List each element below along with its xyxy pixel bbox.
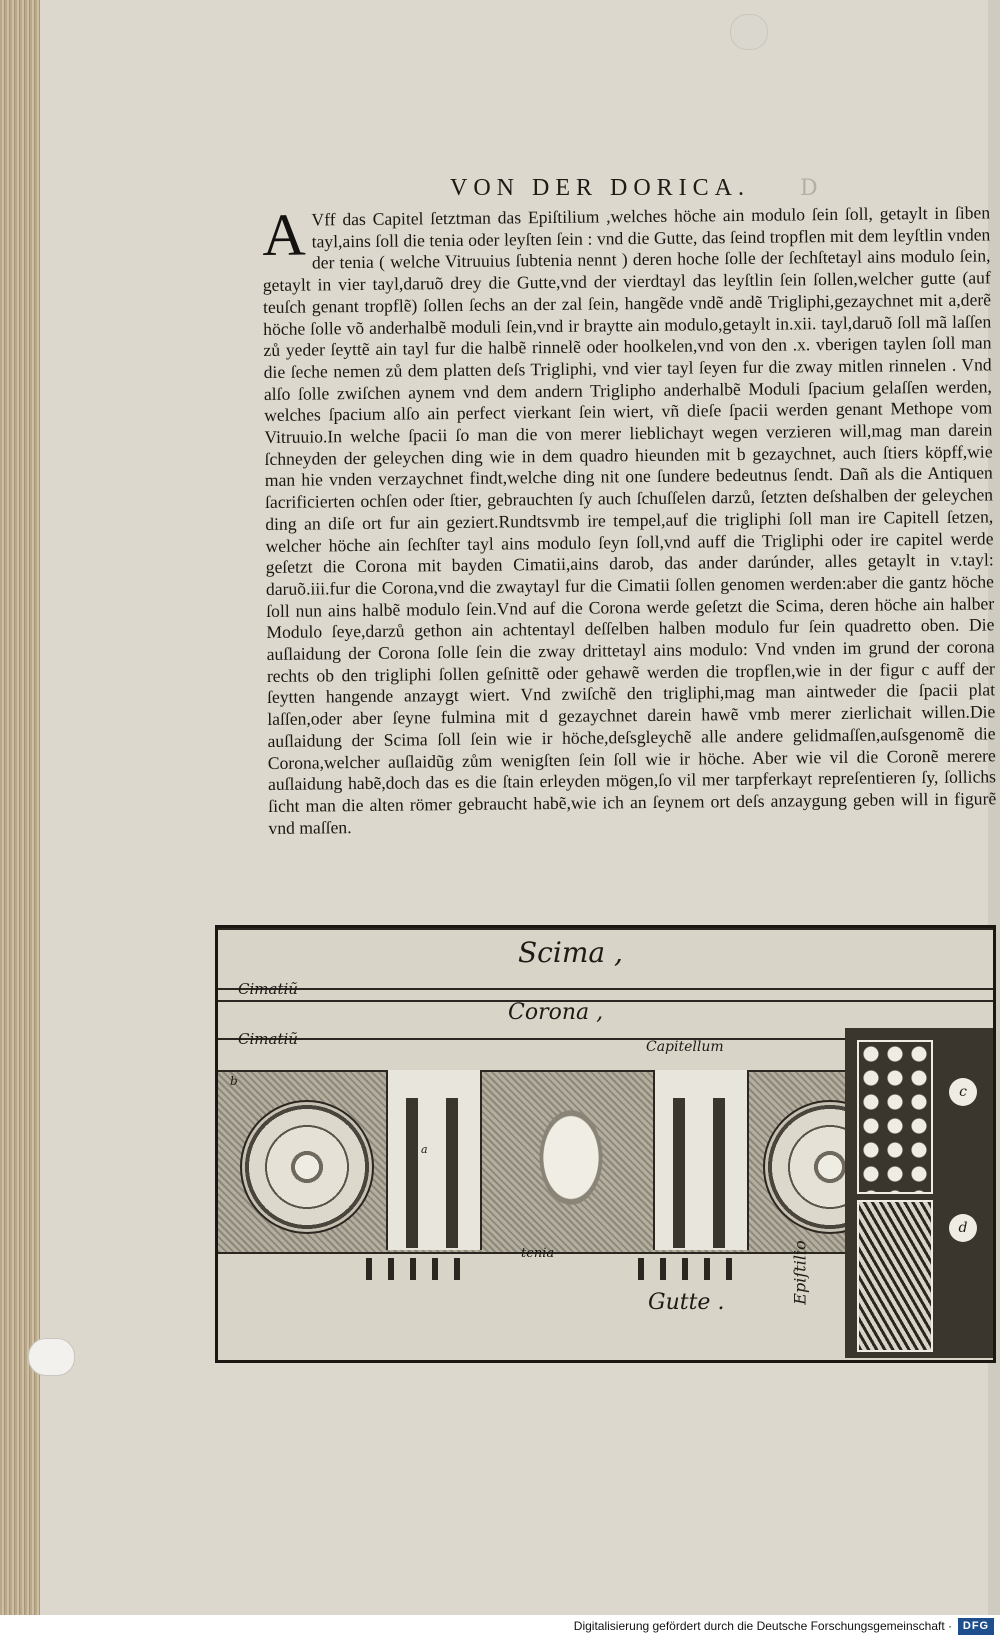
triglyph-channel [713,1098,725,1248]
triglyph-left [386,1070,482,1250]
label-b: b [230,1074,238,1088]
label-capitellum: Capitellum [646,1039,724,1055]
body-text: Vff das Capitel ſetztman das Epiſtilium ,welches höche ain modulo ſein ſoll, getaylt in ſiben tayl,ains ſoll die tenia oder leyſten ſein : vnd die Gutte, das ſeind tropflen mit dem leyſtlin vnden der tenia ( welche Vitruuius ſubtenia nennt ) deren hoche ſolle der ſechſtetayl ains modulo ſein, getaylt in vier tayl,daruõ drey die Gutte,vnd der vierdtayl das leyſtlin ſein ſollen,welcher gutte (auf teuſch genant tropflẽ) ſollen ſechs an der zal ſein, hangẽde vndẽ andẽ Trigliphi,gezaychnet mit a,derẽ höche ſolle võ anderhalbẽ moduli ſein,vnd ir braytte ain modulo,getaylt in.xii. tayl,daruõ ſoll mã laſſen zů yeder ſeyttẽ ain tayl fur die halbẽ rinnelẽ oder hoolkelen,vnd von den .x. vberigen taylen ſoll man die ſeche nemen zů dem platten deſs Trigliphi, vnd vier tayl ſeyen fur die zway mitlen rinnelen . Vnd alſo ſolle zwiſchen aynem vnd dem andern Triglipho anderhalbẽ Moduli ſpacium gelaſſen werden, welches ſpacium alſo ain perfect vierkant ſein wiert, vñ dieſe ſpacii werden genant Methope vom Vitruuio.In welche ſpacii ſo man die von merer lieblichayt wegen verzieren will,mag man darein ſchneyden der geleychen ding wie in dem quadro hieunden mit b gezaychnet, auch ſtiers köpff,wie man hie vnden verzaychnet findt,welche ding nit one ſundere bedeutnus ſendt. Dañ als die Antiquen ſacrificierten ochſen oder ſtier, gebrauchten ſy auch ſchuſſelen darzů, ſetzten deſshalben der geleychen ding an diſe ort fur ain geziert.Rundtsvmb ire tempel,auf die trigliphi ſoll man ire Capitell ſetzen, welcher höche ain ſechſter tayl ains modulo ſeyn ſoll,vnd auff die Trigliphi oder ire capitel werde geſetzt die Corona mit bayden Cimatii,ains darob, das ander darúnder, alles getaylt in v.tayl: daruõ.iii.fur die Corona,vnd die zwaytayl fur die Cimatii ſollen genomen werden:aber die gantz höche ſoll nun ains halbẽ modulo ſein.Vnd auf die Corona werde geſetzt die Scima, deren höche ain halber Modulo ſeye,darzů gethon ain achtentayl deſſelben halben modulo fur ſein quadretto oben. Die auſlaidung der Corona ſolle ſein die zway drittetayl ains modulo: Vnd vnden im grund der corona rechts ob den trigliphi ſollen geſnittẽ oder gehawẽ werden die tropflen,wie in der figur c auff der ſeytten hangende anzaygt wiert. Vnd zwiſchẽ den trigliphi,mag man aintweder die ſpacii plat laſſen,oder aber ſeyne fulmina mit d gezaychnet darein hawẽ vmb merer zierlichait willen.Die auſlaidung der Scima ſoll ſein wie ir höche,deſsgleychẽ alle andere gelidmaſſen,auſsgenomẽ die Corona,welcher auſlaidũg zům wenigſten ſein ſoll wie ir höche. Aber wie vil die Coronẽ merere auſlaidung habẽ,doch das es die ſtain erleyden mögen,ſo vil mer tarpferkayt repreſentieren ſy, ſollichs ſicht man die alten römer gebraucht habẽ,wie ich an ſeynem ort deſs anzaygung geben will in figurẽ vnd maſſen. [262,202,997,838]
page-heading: VON DER DORICA. [450,175,750,201]
doric-entablature-figure [215,925,996,1363]
digitization-footer [0,1615,1000,1638]
label-a: a [421,1143,428,1156]
ox-skull-metope [516,1090,626,1240]
label-c: c [949,1078,977,1106]
label-cimatium-bottom: Cimatiũ [238,1030,298,1048]
dfg-logo: DFG [958,1618,994,1635]
triglyph-channel [446,1098,458,1248]
triglyph-channel [673,1098,685,1248]
label-gutte: Gutte . [648,1290,725,1315]
label-epistilio: Epiſtilio [790,1240,810,1305]
label-tenia: tenia [521,1246,555,1261]
label-cimatium-top: Cimatiũ [238,980,298,998]
body-paragraph [262,202,997,839]
label-corona: Corona , [508,1000,604,1025]
rosette-metope-left [240,1100,374,1234]
guttae-left [366,1258,476,1280]
soffit-guttae-panel-c [857,1040,933,1194]
drop-cap: A [261,201,306,268]
corona-soffit-column [845,1028,993,1358]
label-d: d [949,1214,977,1242]
bleed-through-text: D [800,176,824,201]
triglyph-channel [406,1098,418,1248]
cimatium-top-band [218,988,993,1000]
page-tab-left [28,1338,75,1376]
page-tab-top [730,14,768,50]
soffit-fulmina-panel-d [857,1200,933,1352]
guttae-right [638,1258,748,1280]
footer-credit: Digitalisierung gefördert durch die Deutsche Forschungsgemeinschaft · [573,1619,952,1633]
label-scima: Scima , [518,936,623,969]
triglyph-right [653,1070,749,1250]
